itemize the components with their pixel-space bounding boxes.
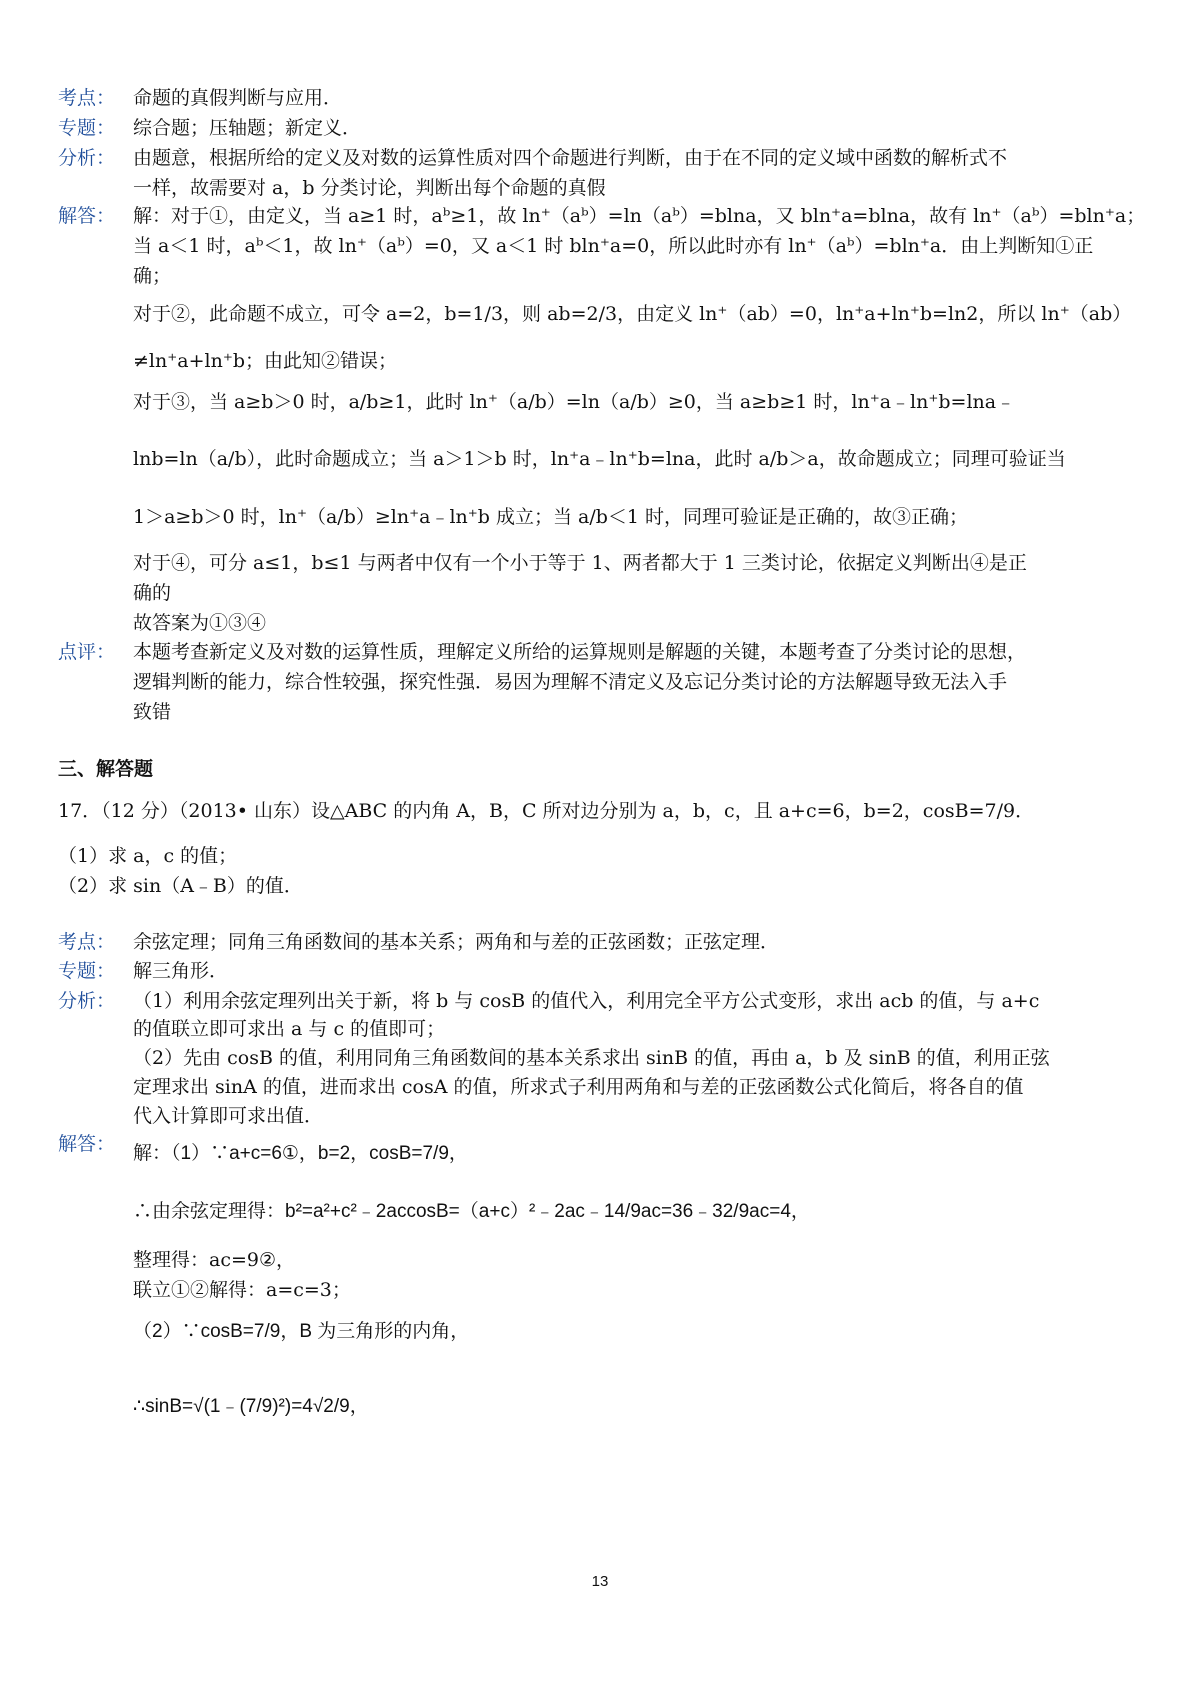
dianping-line: 本题考查新定义及对数的运算性质，理解定义所给的运算规则是解题的关键，本题考查了分类讨论的思想， — [133, 641, 1027, 663]
jieda-line: 确的 — [133, 582, 172, 604]
kaodian-label: 考点： — [58, 931, 116, 953]
zhuanti-label: 专题： — [58, 960, 116, 982]
jieda-line: 对于④，可分 a≤1，b≤1 与两者中仅有一个小于等于 1、两者都大于 1 三类讨论，依据定义判断出④是正 — [133, 552, 1027, 574]
jieda-label: 解答： — [58, 1133, 116, 1155]
zhuanti-text: 综合题；压轴题；新定义． — [133, 117, 362, 139]
dianping-line: 逻辑判断的能力，综合性较强，探究性强．易因为理解不清定义及忘记分类讨论的方法解题导致无法入手 — [133, 671, 1008, 693]
jieda-line: 确； — [133, 265, 172, 287]
jieda-line: 对于②，此命题不成立，可令 a=2，b=1/3，则 ab=2/3，由定义 ln⁺（ab）=0，ln⁺a+ln⁺b=ln2，所以 ln⁺（ab） — [133, 303, 1132, 325]
q17-jieda-line: ∴由余弦定理得：b²=a²+c²﹣2accosB=（a+c）²﹣2ac﹣14/9ac=36﹣32/9ac=4， — [133, 1201, 810, 1222]
dianping-line: 致错 — [133, 701, 172, 723]
page-number: 13 — [591, 1573, 609, 1590]
kaodian-text: 命题的真假判断与应用． — [133, 87, 343, 109]
jieda-line: 1＞a≥b＞0 时，ln⁺（a/b）≥ln⁺a﹣ln⁺b 成立；当 a/b＜1 时，同理可验证是正确的，故③正确； — [133, 506, 969, 528]
fenxi-label: 分析： — [58, 147, 116, 169]
fenxi-label: 分析： — [58, 990, 116, 1012]
q17-jieda-line: 联立①②解得：a=c=3； — [133, 1279, 351, 1301]
q17-kaodian-text: 余弦定理；同角三角函数间的基本关系；两角和与差的正弦函数；正弦定理． — [133, 931, 780, 953]
kaodian-label: 考点： — [58, 87, 116, 109]
section-title: 三、解答题 — [58, 758, 154, 780]
q17-fenxi-line: 的值联立即可求出 a 与 c 的值即可； — [133, 1018, 446, 1040]
zhuanti-label: 专题： — [58, 117, 116, 139]
q17-fenxi-line: 定理求出 sinA 的值，进而求出 cosA 的值，所求式子利用两角和与差的正弦函数公式化简后，将各自的值 — [133, 1076, 1024, 1098]
q17-part-2: （2）求 sin（A﹣B）的值． — [58, 875, 303, 897]
q17-zhuanti-text: 解三角形． — [133, 960, 229, 982]
jieda-line: 对于③，当 a≥b＞0 时，a/b≥1，此时 ln⁺（a/b）=ln（a/b）≥0，当 a≥b≥1 时，ln⁺a﹣ln⁺b=lna﹣ — [133, 391, 1016, 413]
jieda-line: 解：对于①，由定义，当 a≥1 时，aᵇ≥1，故 ln⁺（aᵇ）=ln（aᵇ）=blna，又 bln⁺a=blna，故有 ln⁺（aᵇ）=bln⁺a； — [133, 205, 1146, 227]
jieda-label: 解答： — [58, 205, 116, 227]
q17-jieda-line: ∴sinB=√(1﹣(7/9)²)=4√2/9， — [133, 1396, 369, 1417]
q17-jieda-line: 整理得：ac=9②， — [133, 1249, 296, 1271]
q17-jieda-line: 解：（1）∵a+c=6①，b=2，cosB=7/9， — [133, 1143, 468, 1164]
fenxi-line: 由题意，根据所给的定义及对数的运算性质对四个命题进行判断，由于在不同的定义域中函数的解析式不 — [133, 147, 1008, 169]
q17-fenxi-line: （1）利用余弦定理列出关于新，将 b 与 cosB 的值代入，利用完全平方公式变形，求出 acb 的值，与 a+c — [133, 990, 1040, 1012]
q17-stem: 17．（12 分）（2013• 山东）设△ABC 的内角 A，B，C 所对边分别为 a，b，c，且 a+c=6，b=2，cosB=7/9． — [58, 800, 1035, 822]
jieda-line: 故答案为①③④ — [133, 612, 267, 634]
q17-fenxi-line: （2）先由 cosB 的值，利用同角三角函数间的基本关系求出 sinB 的值，再由 a，b 及 sinB 的值，利用正弦 — [133, 1047, 1050, 1069]
dianping-label: 点评： — [58, 641, 116, 663]
q17-part-1: （1）求 a，c 的值； — [58, 845, 238, 867]
q17-fenxi-line: 代入计算即可求出值． — [133, 1105, 324, 1127]
fenxi-line: 一样，故需要对 a，b 分类讨论，判断出每个命题的真假 — [133, 177, 606, 199]
q17-jieda-line: （2）∵cosB=7/9，B 为三角形的内角， — [133, 1321, 470, 1342]
jieda-line: ≠ln⁺a+ln⁺b；由此知②错误； — [133, 350, 398, 372]
jieda-line: lnb=ln（a/b），此时命题成立；当 a＞1＞b 时，ln⁺a﹣ln⁺b=lna，此时 a/b＞a，故命题成立；同理可验证当 — [133, 448, 1066, 470]
jieda-line: 当 a＜1 时，aᵇ＜1，故 ln⁺（aᵇ）=0，又 a＜1 时 bln⁺a=0，所以此时亦有 ln⁺（aᵇ）=bln⁺a．由上判断知①正 — [133, 235, 1094, 257]
